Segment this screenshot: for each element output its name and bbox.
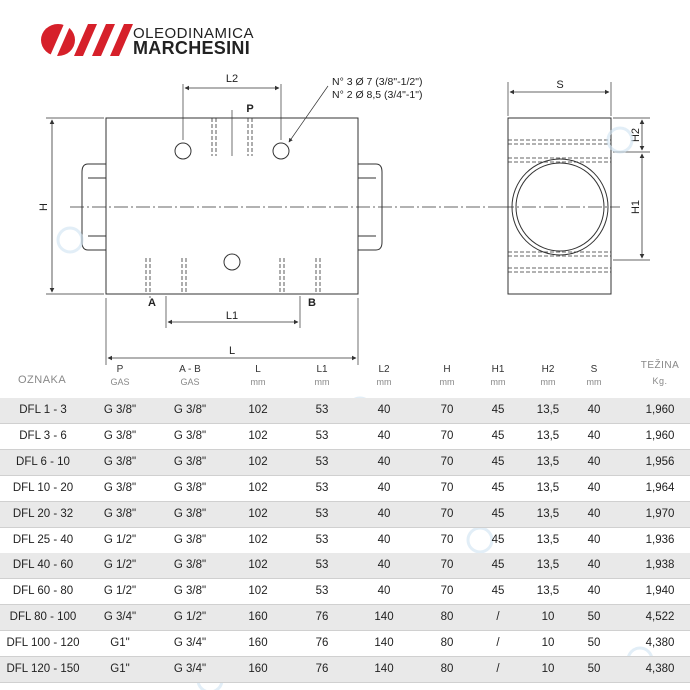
cell-l2: 40: [377, 507, 391, 520]
cell-s: 40: [587, 429, 601, 442]
cell-l: 102: [248, 481, 268, 494]
cell-l1: 53: [315, 429, 329, 442]
cell-h2: 13,5: [536, 429, 560, 442]
cell-tezina: 1,936: [645, 533, 675, 546]
table-row: [0, 553, 690, 579]
cell-s: 40: [587, 481, 601, 494]
cell-p: G 3/8": [103, 455, 137, 468]
cell-l2: 40: [377, 429, 391, 442]
port-p-hole: [224, 254, 240, 270]
dim-label-l: L: [228, 345, 236, 357]
header-col-h: H mm: [439, 364, 455, 387]
header-oznaka: OZNAKA: [18, 374, 67, 386]
cell-ab: G 3/8": [173, 481, 207, 494]
table-header: [0, 360, 690, 398]
cell-h2: 13,5: [536, 481, 560, 494]
cell-p: G 3/8": [103, 481, 137, 494]
cell-ab: G 3/4": [173, 663, 207, 675]
cell-tezina: 1,960: [645, 404, 675, 416]
cell-h2: 13,5: [536, 455, 560, 468]
dim-label-s: S: [556, 79, 564, 91]
cell-l1: 76: [315, 611, 329, 624]
header-col-h1: H1 mm: [490, 364, 506, 387]
cell-p: G 3/8": [103, 507, 137, 520]
cell-oznaka: DFL 60 - 80: [12, 585, 74, 598]
cell-h1: 45: [491, 507, 505, 520]
cell-ab: G 3/8": [173, 404, 207, 416]
cell-p: G 1/2": [103, 585, 137, 598]
cell-oznaka: DFL 120 - 150: [6, 663, 80, 675]
dim-label-h: H: [38, 203, 50, 211]
cell-oznaka: DFL 6 - 10: [16, 455, 70, 468]
port-label-p: P: [246, 103, 254, 115]
cell-l2: 40: [377, 559, 391, 572]
dim-label-h2: H2: [630, 127, 642, 143]
cell-s: 50: [587, 611, 601, 624]
cell-h1: 45: [491, 533, 505, 546]
cell-s: 50: [587, 663, 601, 675]
cell-l: 102: [248, 585, 268, 598]
cell-oznaka: DFL 3 - 6: [19, 429, 67, 442]
cell-l: 102: [248, 429, 268, 442]
cell-h: 70: [440, 429, 454, 442]
cell-ab: G 1/2": [173, 611, 207, 624]
cell-tezina: 4,380: [645, 663, 675, 675]
mounting-hole-left: [175, 143, 191, 159]
cell-h2: 13,5: [536, 404, 560, 416]
cell-tezina: 1,960: [645, 429, 675, 442]
cell-p: G 3/8": [103, 404, 137, 416]
header-col-h2: H2 mm: [540, 364, 556, 387]
table-row: [0, 631, 690, 657]
cell-s: 40: [587, 559, 601, 572]
cell-oznaka: DFL 100 - 120: [6, 637, 80, 650]
cell-ab: G 3/8": [173, 429, 207, 442]
cell-h1: 45: [491, 455, 505, 468]
cell-p: G1": [110, 637, 130, 650]
brand-logo-mark: [40, 22, 135, 58]
cell-h2: 10: [541, 663, 555, 675]
cell-l: 160: [248, 611, 268, 624]
cell-h: 70: [440, 404, 454, 416]
cell-l2: 40: [377, 404, 391, 416]
cell-l1: 53: [315, 404, 329, 416]
cell-s: 40: [587, 533, 601, 546]
cell-p: G 1/2": [103, 533, 137, 546]
table-row: [0, 528, 690, 554]
cell-p: G 3/4": [103, 611, 137, 624]
cell-tezina: 1,970: [645, 507, 675, 520]
cell-ab: G 3/8": [173, 559, 207, 572]
header-col-l2: L2 mm: [376, 364, 392, 387]
cell-h1: 45: [491, 404, 505, 416]
cell-h2: 13,5: [536, 585, 560, 598]
cell-h2: 13,5: [536, 507, 560, 520]
cell-ab: G 3/8": [173, 533, 207, 546]
cell-s: 40: [587, 404, 601, 416]
cell-h1: 45: [491, 559, 505, 572]
cell-oznaka: DFL 10 - 20: [12, 481, 74, 494]
cell-l: 102: [248, 507, 268, 520]
cell-l2: 140: [374, 611, 394, 624]
cell-l1: 76: [315, 637, 329, 650]
cell-oznaka: DFL 40 - 60: [12, 559, 74, 572]
cell-tezina: 1,956: [645, 455, 675, 468]
cell-h: 70: [440, 533, 454, 546]
port-label-a: A: [148, 297, 156, 309]
header-tezina: TEŽINA Kg.: [640, 360, 680, 386]
cell-h1: 45: [491, 481, 505, 494]
cell-ab: G 3/4": [173, 637, 207, 650]
table-row: [0, 502, 690, 528]
cell-h2: 13,5: [536, 559, 560, 572]
cell-l1: 53: [315, 533, 329, 546]
cell-tezina: 1,940: [645, 585, 675, 598]
cell-l: 102: [248, 533, 268, 546]
cell-h: 70: [440, 481, 454, 494]
cell-h: 70: [440, 585, 454, 598]
cell-s: 50: [587, 637, 601, 650]
cell-ab: G 3/8": [173, 585, 207, 598]
header-col-s: S mm: [586, 364, 602, 387]
hole-note-line1: N° 3 Ø 7 (3/8"-1/2"): [332, 76, 423, 88]
table-row: [0, 450, 690, 476]
table-row: [0, 605, 690, 631]
table-row: [0, 476, 690, 502]
cell-h1: /: [496, 637, 500, 650]
cell-l: 102: [248, 404, 268, 416]
table-row: [0, 398, 690, 424]
mounting-hole-right: [273, 143, 289, 159]
cell-h: 70: [440, 507, 454, 520]
cell-p: G1": [110, 663, 130, 675]
dim-label-h1: H1: [630, 199, 642, 215]
brand-name-line1: OLEODINAMICA: [133, 25, 255, 42]
cell-l1: 53: [315, 559, 329, 572]
cell-h1: /: [496, 663, 500, 675]
cell-l1: 53: [315, 455, 329, 468]
cell-h2: 10: [541, 637, 555, 650]
cell-s: 40: [587, 507, 601, 520]
cell-l2: 140: [374, 637, 394, 650]
cell-p: G 3/8": [103, 429, 137, 442]
cell-oznaka: DFL 80 - 100: [9, 611, 77, 624]
cell-l: 160: [248, 637, 268, 650]
cell-p: G 1/2": [103, 559, 137, 572]
cell-tezina: 4,380: [645, 637, 675, 650]
cell-l: 102: [248, 455, 268, 468]
cell-h1: 45: [491, 429, 505, 442]
dim-label-l1: L1: [225, 310, 239, 322]
cell-l: 102: [248, 559, 268, 572]
cell-h: 70: [440, 455, 454, 468]
cell-s: 40: [587, 455, 601, 468]
table-row: [0, 657, 690, 683]
cell-oznaka: DFL 25 - 40: [12, 533, 74, 546]
cell-h1: 45: [491, 585, 505, 598]
cell-l1: 53: [315, 585, 329, 598]
cell-tezina: 1,964: [645, 481, 675, 494]
cell-l1: 53: [315, 507, 329, 520]
dim-label-l2: L2: [225, 73, 239, 85]
header-col-l1: L1 mm: [314, 364, 330, 387]
cell-l2: 40: [377, 481, 391, 494]
cell-h: 80: [440, 663, 454, 675]
cell-h: 80: [440, 611, 454, 624]
cell-l2: 40: [377, 455, 391, 468]
cell-oznaka: DFL 1 - 3: [19, 404, 67, 416]
cell-l2: 40: [377, 585, 391, 598]
cell-h: 80: [440, 637, 454, 650]
hole-note-line2: N° 2 Ø 8,5 (3/4"-1"): [332, 89, 423, 101]
cell-h2: 10: [541, 611, 555, 624]
cell-h2: 13,5: [536, 533, 560, 546]
cell-oznaka: DFL 20 - 32: [12, 507, 74, 520]
cell-ab: G 3/8": [173, 507, 207, 520]
cell-l: 160: [248, 663, 268, 675]
cell-tezina: 4,522: [645, 611, 675, 624]
cell-l2: 40: [377, 533, 391, 546]
header-col-l: L mm: [250, 364, 266, 387]
cell-s: 40: [587, 585, 601, 598]
header-col-ab: A - B GAS: [179, 364, 201, 387]
cell-l1: 53: [315, 481, 329, 494]
header-col-p: P GAS: [110, 364, 130, 387]
cell-l2: 140: [374, 663, 394, 675]
cell-ab: G 3/8": [173, 455, 207, 468]
port-label-b: B: [308, 297, 316, 309]
table-row: [0, 424, 690, 450]
cell-l1: 76: [315, 663, 329, 675]
cell-h1: /: [496, 611, 500, 624]
table-row: [0, 579, 690, 605]
cell-tezina: 1,938: [645, 559, 675, 572]
brand-name-line2: MARCHESINI: [133, 38, 251, 58]
cell-h: 70: [440, 559, 454, 572]
technical-drawing: [0, 60, 690, 365]
